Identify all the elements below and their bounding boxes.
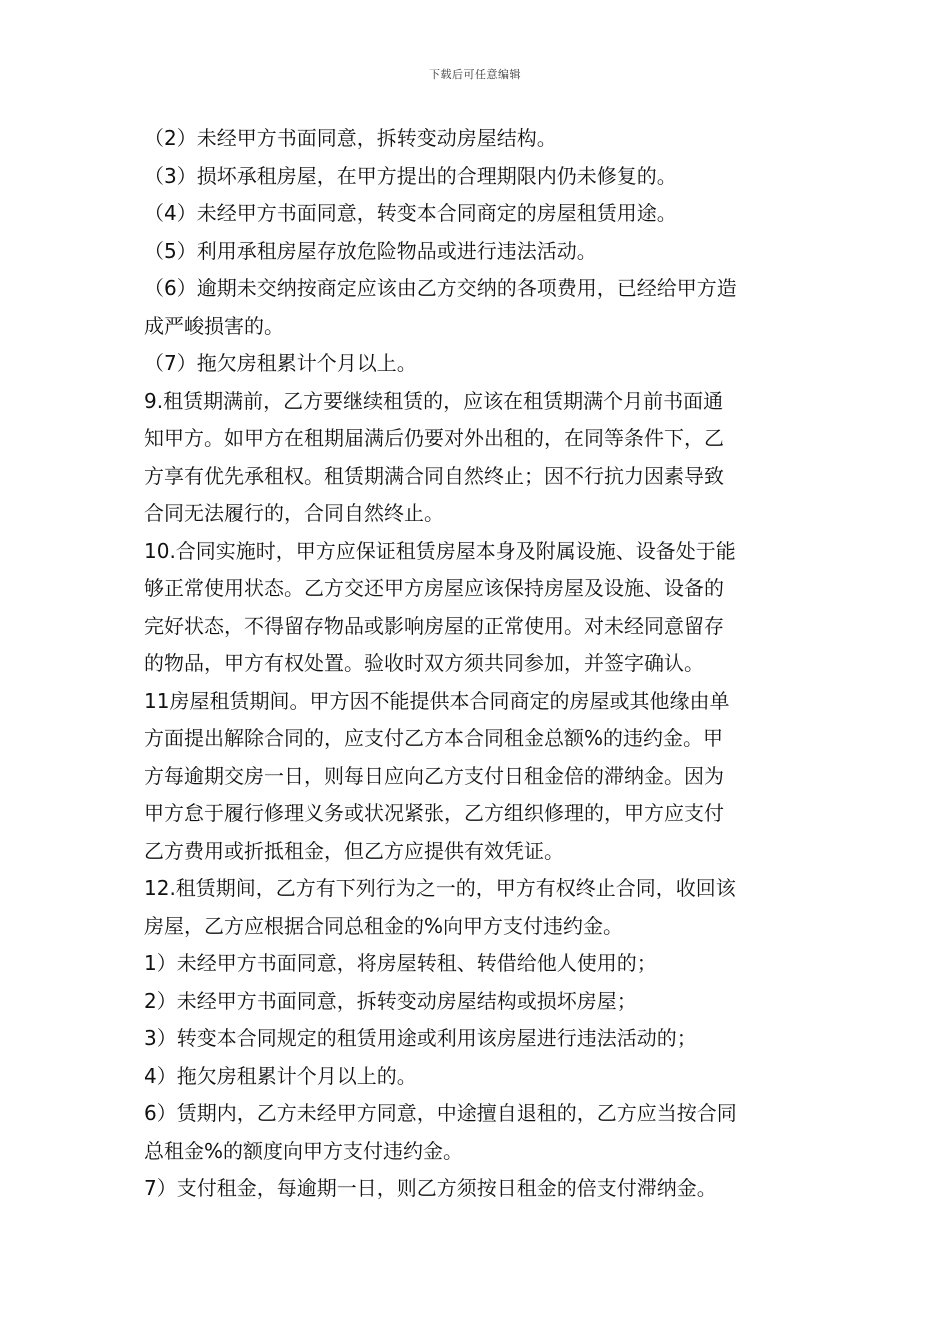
page-header: 下载后可任意编辑 — [429, 68, 521, 81]
text-line: 2）未经甲方书面同意，拆转变动房屋结构或损坏房屋； — [144, 988, 637, 1013]
text-line: 合同无法履行的，合同自然终止。 — [144, 501, 444, 525]
text-line: 7）支付租金，每逾期一日，则乙方须按日租金的倍支付滞纳金。 — [144, 1176, 717, 1200]
text-line: 方每逾期交房一日，则每日应向乙方支付日租金倍的滞纳金。因为 — [144, 763, 724, 788]
text-line: 方面提出解除合同的，应支付乙方本合同租金总额%的违约金。甲 — [144, 726, 724, 750]
text-line: 3）转变本合同规定的租赁用途或利用该房屋进行违法活动的； — [144, 1026, 697, 1050]
text-line: （6）逾期未交纳按商定应该由乙方交纳的各项费用，已经给甲方造 — [144, 276, 737, 300]
text-line: 9.租赁期满前，乙方要继续租赁的，应该在租赁期满个月前书面通 — [144, 388, 724, 413]
text-line: 乙方费用或折抵租金，但乙方应提供有效凭证。 — [144, 838, 564, 863]
text-line: （4）未经甲方书面同意，转变本合同商定的房屋租赁用途。 — [144, 201, 677, 225]
text-line: 完好状态，不得留存物品或影响房屋的正常使用。对未经同意留存 — [144, 613, 724, 638]
text-line: 6）赁期内，乙方未经甲方同意，中途擅自退租的，乙方应当按合同 — [144, 1101, 737, 1125]
text-line: （2）未经甲方书面同意，拆转变动房屋结构。 — [144, 126, 557, 150]
text-line: 房屋，乙方应根据合同总租金的%向甲方支付违约金。 — [144, 913, 624, 938]
document-body — [144, 120, 808, 1208]
text-line: 知甲方。如甲方在租期届满后仍要对外出租的，在同等条件下，乙 — [144, 426, 724, 450]
text-line: 够正常使用状态。乙方交还甲方房屋应该保持房屋及设施、设备的 — [144, 576, 724, 600]
text-line: 1）未经甲方书面同意，将房屋转租、转借给他人使用的； — [144, 951, 657, 975]
text-line: （3）损坏承租房屋，在甲方提出的合理期限内仍未修复的。 — [144, 163, 677, 188]
text-line: 方享有优先承租权。租赁期满合同自然终止；因不行抗力因素导致 — [144, 463, 724, 488]
text-line: （7）拖欠房租累计个月以上。 — [144, 351, 417, 375]
text-line: （5）利用承租房屋存放危险物品或进行违法活动。 — [144, 238, 597, 263]
text-line: 11房屋租赁期间。甲方因不能提供本合同商定的房屋或其他缘由单 — [144, 688, 730, 713]
text-line: 甲方怠于履行修理义务或状况紧张，乙方组织修理的，甲方应支付 — [144, 801, 724, 825]
text-line: 成严峻损害的。 — [144, 313, 284, 338]
text-line: 10.合同实施时，甲方应保证租赁房屋本身及附属设施、设备处于能 — [144, 538, 736, 563]
text-line: 的物品，甲方有权处置。验收时双方须共同参加，并签字确认。 — [144, 651, 704, 675]
text-line: 总租金%的额度向甲方支付违约金。 — [144, 1138, 464, 1163]
text-line: 4）拖欠房租累计个月以上的。 — [144, 1063, 417, 1088]
text-line: 12.租赁期间，乙方有下列行为之一的，甲方有权终止合同，收回该 — [144, 876, 736, 900]
